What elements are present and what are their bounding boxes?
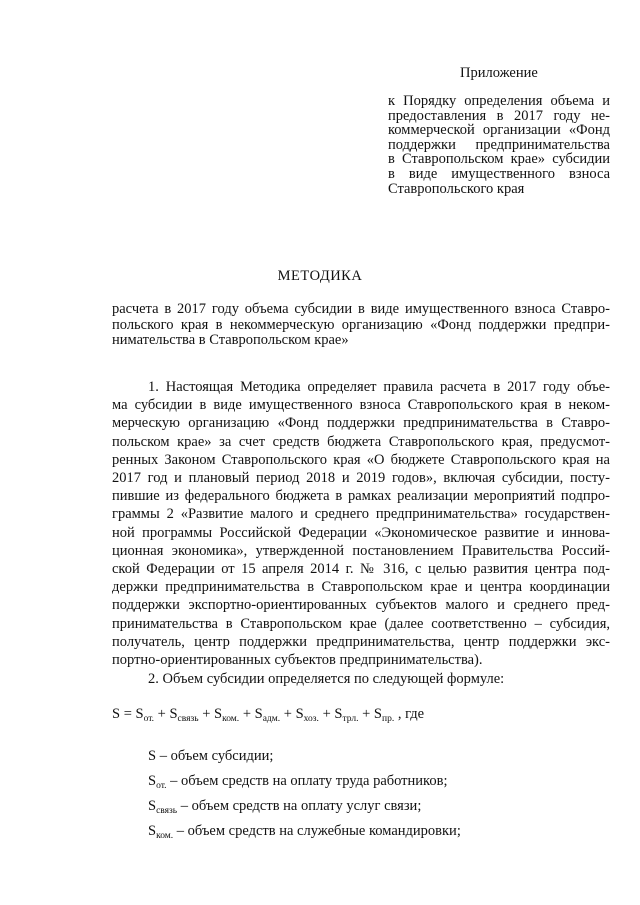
definition-subscript: от. [156,781,167,791]
formula-plus: + [157,706,170,722]
definition-item [148,796,461,821]
paragraph-line: ренных Законом Ставропольского края «О бюджете Ставропольского края на [112,451,610,468]
appendix-ref-line: в Ставропольском крае» субсидии [388,151,610,168]
formula-symbol: S [334,706,343,722]
formula-subscript: от. [143,714,155,724]
formula-term [296,706,319,722]
document-title: МЕТОДИКА [277,268,363,284]
formula-symbol: S [254,706,263,722]
paragraph-line: польском крае» за счет средств бюджета Ставропольского края, предусмот- [112,433,610,450]
formula-subscript: трл. [342,714,359,724]
formula-term [255,706,281,722]
paragraph-line: пившие из федерального бюджета в рамках реализации мероприятий подпро- [112,488,610,505]
appendix-ref-line: поддержки предпринимательства [388,136,610,153]
subtitle-line: расчета в 2017 году объема субсидии в виде имущественного взноса Ставро- [112,301,610,317]
formula-plus: + [242,706,255,722]
formula-subscript: пр. [381,714,395,724]
paragraph-line: ма субсидии в виде имущественного взноса Ставропольского края в неком- [112,397,610,414]
variable-definitions [148,746,461,846]
formula-term [169,706,198,722]
paragraph-line: 2017 год и плановый период 2018 и 2019 годов», включая субсидии, посту- [112,470,610,487]
formula-term [374,706,394,722]
subtitle-line: польского края в некоммерческую организацию «Фонд поддержки предпри- [112,316,610,333]
appendix-ref-line: в виде имущественного взноса [388,165,610,182]
subtitle-line: нимательства в Ставропольском крае» [112,332,349,349]
paragraph-line: ционная экономика», утвержденной постановлением Правительства Россий- [112,542,610,559]
definition-item [148,771,461,796]
definition-symbol: S [148,798,157,814]
formula-symbol: S [214,706,223,722]
appendix-ref-line: предоставления в 2017 году не- [388,107,610,124]
paragraph-line: принимательства в Ставропольском крае (далее соответственно – субсидия, [112,615,610,632]
definition-text: – объем средств на служебные командировки; [173,823,461,839]
formula-subscript: ком. [222,714,240,724]
document-subtitle [112,302,610,349]
paragraph-line: получатель, центр поддержки предпринимательства, центр поддержки экс- [112,633,610,650]
paragraph-line: граммы 2 «Развитие малого и среднего предпринимательства» государствен- [112,506,610,523]
formula-plus: + [322,706,335,722]
formula-term [136,706,155,722]
definition-item [148,746,461,771]
formula-symbol: S [295,706,304,722]
definition-item [148,821,461,846]
appendix-ref-line: к Порядку определения объема и [388,93,610,109]
definition-symbol: S [148,823,157,839]
paragraph-line: ской Федерации от 15 апреля 2014 г. № 316, с целью развития центра под- [112,561,610,578]
formula-lhs: S = [112,706,136,722]
definition-text: – объем средств на оплату услуг связи; [177,798,422,814]
definition-text: – объем субсидии; [156,748,274,764]
formula-subscript: связь [177,714,199,724]
formula-plus: + [362,706,374,722]
formula-plus: + [202,706,215,722]
definition-symbol: S [148,773,157,789]
appendix-ref-line: Ставропольского края [388,180,525,197]
formula-symbol: S [169,706,178,722]
formula-subscript: адм. [262,714,281,724]
definition-symbol: S [148,748,157,764]
paragraph-line: ной программы Российской Федерации «Экономическое развитие и иннова- [112,524,610,541]
definition-subscript: ком. [156,831,174,841]
formula-term [214,706,239,722]
formula-subscript: хоз. [303,714,319,724]
definition-subscript: связь [156,806,178,816]
paragraph-line: поддержки экспортно-ориентированных субъектов малого и среднего пред- [112,597,610,614]
paragraph-2 [112,670,610,688]
formula-term [334,706,358,722]
appendix-ref-line: коммерческой организации «Фонд [388,122,610,139]
formula-symbol: S [135,706,144,722]
formula-plus: + [283,706,296,722]
definition-text: – объем средств на оплату труда работников; [166,773,448,789]
paragraph-line: мерческую организацию «Фонд поддержки предпринимательства в Ставро- [112,415,610,432]
paragraph-line: портно-ориентированных субъектов предпринимательства). [112,652,483,669]
subsidy-formula [112,706,424,724]
paragraph-line: держки предпринимательства в Ставропольском крае и центра координации [112,579,610,596]
appendix-title: Приложение [460,65,538,81]
paragraph-line: 1. Настоящая Методика определяет правила расчета в 2017 году объе- [148,379,610,395]
paragraph-1 [112,378,610,669]
paragraph-line: 2. Объем субсидии определяется по следующей формуле: [148,671,505,687]
formula-tail: , где [397,706,425,722]
appendix-reference [388,94,610,196]
formula-symbol: S [373,706,382,722]
